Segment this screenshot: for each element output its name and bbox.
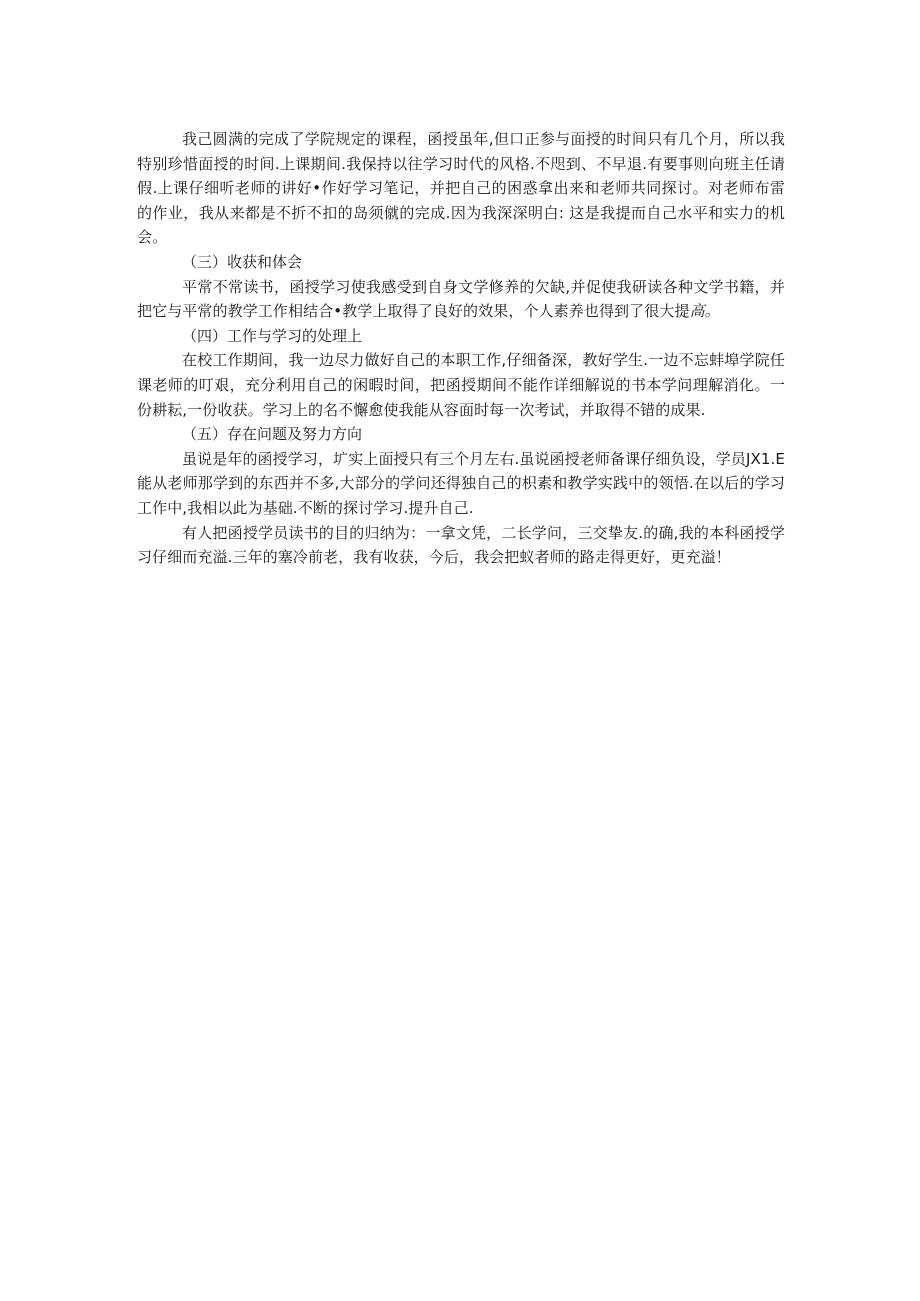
section-heading-gains: （三）收获和体会	[182, 252, 303, 271]
section-heading-problems: （五）存在问题及努力方向	[182, 425, 363, 444]
document-body	[137, 127, 785, 570]
paragraph-gains	[137, 275, 785, 324]
paragraph-conclusion: 有人把函授学员读书的目的归纳为：一拿文凭，二长学问，三交挚友.的确,我的本科函授学习仔细而充溢.三年的塞冷前老，我有收获，今后，我会把蚁者师的路走得更好，更充溢！	[137, 523, 785, 567]
section-heading-work-study: （四）工作与学习的处理上	[182, 326, 363, 345]
paragraph-work-study: 在校工作期间，我一边尽力做好自己的本职工作,仔细备深，教好学生.一边不忘蚌埠学院任课老师的叮艰，充分利用自己的闲暇时间，把函授期间不能作详细解说的书本学问理解消化。一份耕耘,一份收获。学习上的名不懈愈使我能从容面时每一次考试，并取得不错的成果.	[137, 351, 785, 419]
paragraph-gains-text: 平常不常读书，函授学习使我感受到自身文学修养的欠缺,并促使我研读各种文学书籍，并把它与平常的教学工作相结合•教学上取得了良好的效果，个人素养也得到了很大提	[137, 277, 785, 321]
paragraph-gains-tail: 高。	[689, 302, 720, 321]
paragraph-courses: 我己圆满的完成了学院规定的课程，函授虽年,但口正参与面授的时间只有几个月，所以我特别珍惜面授的时间.上课期间.我保持以往学习时代的风格.不咫到、不早退.有要事则向班主任请假.上课仔细听老师的讲好•作好学习笔记，并把自己的困惑拿出来和老师共同探讨。对老师布雷的作业，我从来都是不折不扣的岛须僦的完成.因为我深深明白: 这是我提而自己水平和实力的机会。	[137, 130, 785, 247]
paragraph-problems: 虽说是年的函授学习，圹实上面授只有三个月左右.虽说函授老师备课仔细负设，学员JX1.E能从老师那学到的东西并不多,大部分的学问还得独自己的枳素和教学实践中的领悟.在以后的学习工作中,我相以此为基础.不断的探讨学习.提升自己.	[137, 449, 785, 517]
